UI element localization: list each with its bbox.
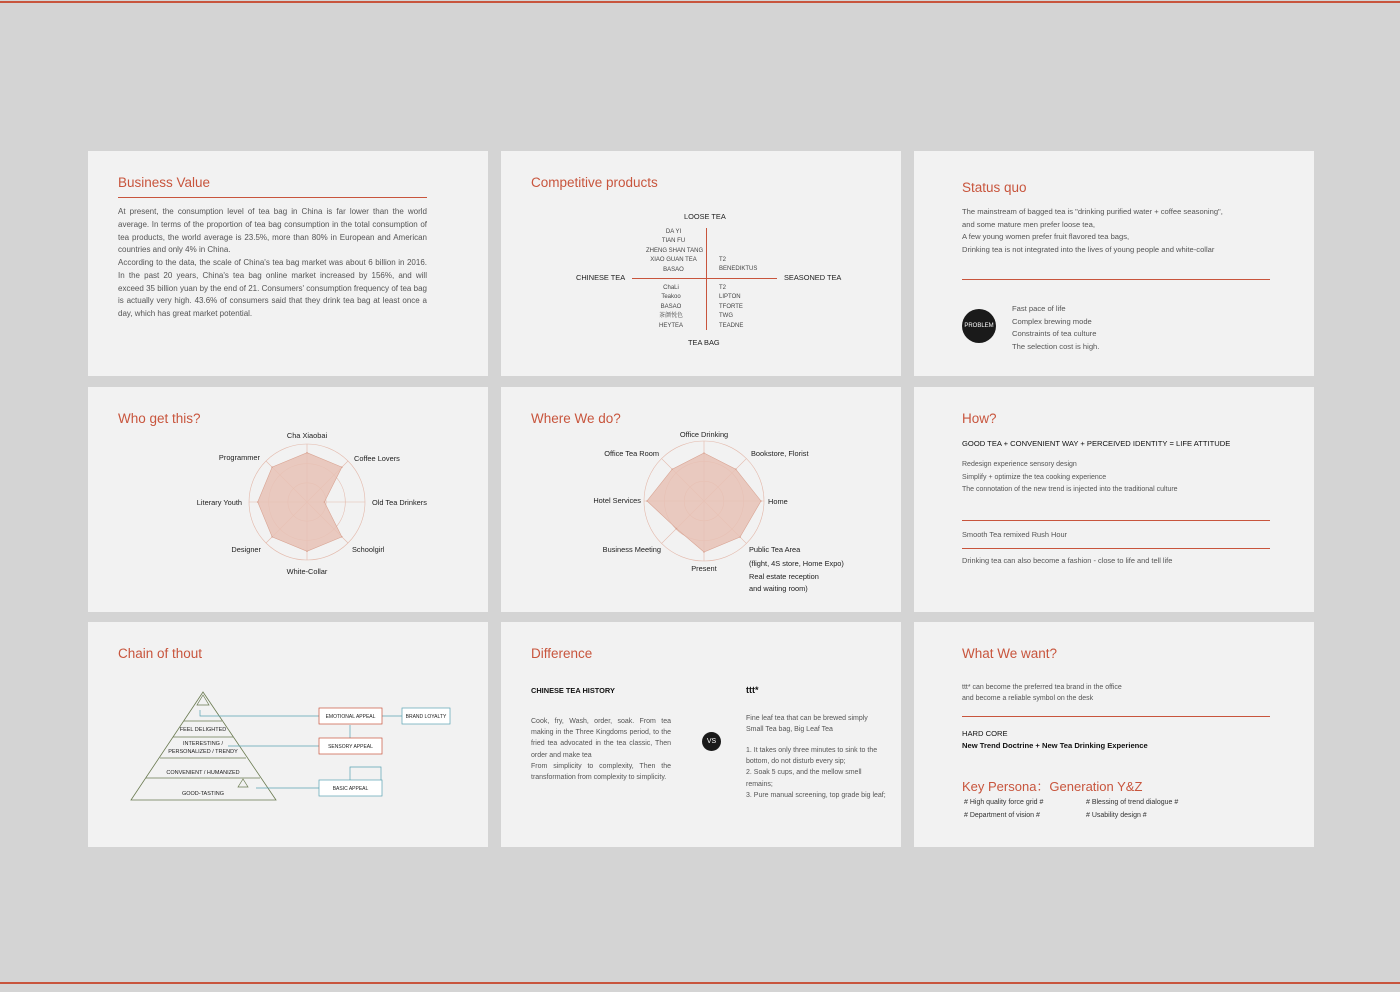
radar-category-label: Designer [231,545,261,554]
card-who-get-this [88,387,488,612]
connector-line [200,710,319,716]
brand-label: ZHENG SHAN TANG [646,247,704,254]
brand-label: LIPTON [719,294,741,301]
pyramid-tier-label: GOOD-TASTING [181,791,225,797]
history-text: Cook, fry, Wash, order, soak. From tea making in the Three Kingdoms period, to the fried tea advocated in the tea classic, Then order and make tea From simplicity to complexity, Then the transformation from complexity to simplicity. [531,718,671,782]
brand-label: TWG [719,313,733,320]
radar-point [257,501,259,503]
divider-rule [962,520,1270,521]
status-line: A few young women prefer fruit flavored tea bags, [962,232,1130,242]
radar-category-label: Home [768,497,788,506]
radar-point [324,501,326,503]
want-intro-line: and become a reliable symbol on the desk [962,695,1094,703]
axis-label-bottom: TEA BAG [688,338,720,347]
pyramid-tier-label: FEEL DELIGHTED [179,727,227,733]
public-tea-area-extra [749,558,844,596]
card-where-we-do [501,387,901,612]
radar-point [739,536,741,538]
card-title: What We want? [962,646,1058,661]
key-persona-heading: Key Persona：Generation Y&Z [962,779,1143,794]
brand-label: TFORTE [719,303,743,310]
brand-label: T2 [719,285,727,291]
how-line: The connotation of the new trend is injected into the traditional culture [962,486,1178,494]
persona-tag: # Department of vision # [964,812,1040,819]
persona-tag: # Blessing of trend dialogue # [1086,799,1179,806]
pyramid-tier-label: INTERESTING / [182,741,224,747]
radar-category-label: Schoolgirl [352,545,385,554]
radar-category-label: White-Collar [286,567,328,576]
radar-point [271,466,273,468]
axis-label-left: CHINESE TEA [576,273,626,282]
quadrant-top-right [719,256,757,275]
want-intro [962,682,1122,705]
brand-label: TIAN FU [661,238,686,245]
radar-category-label: Business Meeting [602,545,661,554]
card-business-value [88,151,488,376]
brand-point: 2. Soak 5 cups, and the mellow smell remains; [746,769,862,788]
radar-area [647,453,761,552]
card-title: How? [962,411,997,426]
status-lines [962,206,1223,256]
radar-point [646,500,648,502]
card-chain-of-thought [88,622,488,847]
radar-category-label: Office Drinking [679,430,729,439]
status-line: Drinking tea is not integrated into the lives of young people and white-collar [962,244,1215,254]
radar-point [341,536,343,538]
brand-points [746,745,888,801]
quadrant-bottom-left [651,284,691,331]
persona-tag: # High quality force grid # [964,799,1044,806]
problem-item: Fast pace of life [1012,304,1066,313]
radar-category-label: Cha Xiaobai [286,431,328,440]
radar-category-label: Bookstore, Florist [751,449,809,458]
radar-category-label: Programmer [218,453,260,462]
public-extra-line: (flight, 4S store, Home Expo) [749,559,844,568]
radar-category-label: Present [691,564,717,573]
status-line: and some mature men prefer loose tea, [962,219,1095,229]
card-title: Competitive products [531,175,658,190]
problem-list [1012,303,1099,353]
card-competitive-products [501,151,901,376]
vs-badge: VS [702,732,721,751]
brand-label: 茶颜悦色 [658,313,683,320]
brand-label: HEYTEA [658,322,683,329]
radar-point [676,528,678,530]
status-line: The mainstream of bagged tea is "drinking purified water + coffee seasoning", [962,207,1223,216]
chain-diagram [88,622,488,847]
card-title: Difference [531,646,593,661]
hard-core-label: HARD CORE [962,729,1008,738]
brand-logo: ttt* [746,685,759,695]
brand-label: TEADNE [719,322,744,329]
brand-label: DA YI [665,229,682,235]
card-difference [501,622,901,847]
brand-label: BENEDIKTUS [719,266,758,273]
history-heading: CHINESE TEA HISTORY [531,686,615,695]
problem-item: The selection cost is high. [1012,341,1100,351]
business-paragraph-1: At present, the consumption level of tea bag in China is far lower than the world average. In terms of the proportion of tea bag consumption in the total consumption of tea products, the world average is 23.5%, more than 80% in European and American countries and only 4% in China. [118,207,427,255]
radar-point [271,536,273,538]
axis-label-top: LOOSE TEA [684,212,726,221]
radar-category-label: Coffee Lovers [354,454,400,463]
box-label: SENSORY APPEAL [328,744,373,750]
radar-point [341,466,343,468]
brand-label: XIAO GUAN TEA [650,257,697,264]
card-title: Status quo [962,180,1027,195]
how-formula: GOOD TEA + CONVENIENT WAY + PERCEIVED IDENTITY = LIFE ATTITUDE [962,439,1231,448]
bottom-edge-line [0,982,1400,984]
card-title: Chain of thout [118,646,203,661]
radar-category-label: Public Tea Area [749,545,801,554]
vertical-axis [706,228,707,330]
radar-point [306,452,308,454]
card-title: Business Value [118,175,211,190]
brand-label: Teakoo [661,294,681,301]
problem-item: Constraints of tea culture [1012,329,1097,339]
radar-point [735,468,737,470]
box-label: EMOTIONAL APPEAL [325,714,376,720]
title-rule [118,197,427,198]
quadrant-top-left [646,228,704,275]
radar-point [671,468,673,470]
pyramid-small-mark [238,779,248,787]
card-title: Where We do? [531,411,621,426]
problem-badge: PROBLEM [962,309,996,343]
brand-label: BASAO [663,266,684,273]
pyramid-tier-label: CONVENIENT / HUMANIZED [166,770,240,776]
persona-tag: # Usability design # [1086,812,1147,819]
radar-point [703,452,705,454]
card-how [914,387,1314,612]
radar-category-label: Office Tea Room [604,449,659,458]
pyramid-top-mark [197,695,209,705]
public-extra-line: and waiting room) [749,584,808,594]
divider-rule [962,716,1270,717]
box-label: BRAND LOYALTY [405,714,447,720]
quadrant-bottom-right [719,284,743,331]
how-row-2: Drinking tea can also become a fashion - close to life and tell life [962,556,1173,565]
how-line: Simplify + optimize the tea cooking experience [962,473,1107,481]
how-lines [962,459,1178,497]
brand-label: ChaLi [663,285,679,291]
card-status-quo [914,151,1314,376]
doctrine-text: New Trend Doctrine + New Tea Drinking Experience [962,741,1148,750]
axis-label-right: SEASONED TEA [784,273,842,282]
horizontal-axis [632,278,777,279]
brand-point: 3. Pure manual screening, top grade big leaf; [746,791,886,799]
card-what-we-want [914,622,1314,847]
top-edge-line [0,1,1400,3]
radar-chart-who [88,387,488,612]
radar-point [306,551,308,553]
business-paragraph-2: According to the data, the scale of China's tea bag market was about 6 billion in 2016. In the past 20 years, China's tea bag online market increased by 156%, and will exceed 35 billion yuan by the end of 21. Consumers' consumption frequency of tea bag is actually very high. 43.6% of consumers said that they drink tea bag at least once a day, which has great market potential. [118,258,427,319]
how-line: Redesign experience sensory design [962,461,1077,468]
brand-label: T2 [719,257,727,263]
divider-rule [962,279,1270,280]
brand-label: BASAO [660,303,682,310]
public-extra-line: Real estate reception [749,571,819,581]
card-title: Who get this? [118,411,201,426]
brand-line: Small Tea bag, Big Leaf Tea [746,726,833,734]
radar-category-label: Old Tea Drinkers [372,498,427,507]
divider-rule [962,548,1270,549]
radar-point [760,500,762,502]
brand-point: 1. It takes only three minutes to sink to the bottom, do not disturb every sip; [746,747,878,766]
radar-category-label: Literary Youth [196,498,242,507]
problem-item: Complex brewing mode [1012,316,1092,326]
radar-category-label: Hotel Services [593,496,641,505]
box-label: BASIC APPEAL [332,786,369,792]
pyramid-tier-label: PERSONALIZED / TRENDY [168,749,238,755]
how-row-1: Smooth Tea remixed Rush Hour [962,530,1068,539]
brand-lines [746,713,886,735]
brand-line: Fine leaf tea that can be brewed simply [746,715,868,722]
radar-point [703,551,705,553]
want-intro-line: ttt* can become the preferred tea brand in the office [962,684,1122,691]
